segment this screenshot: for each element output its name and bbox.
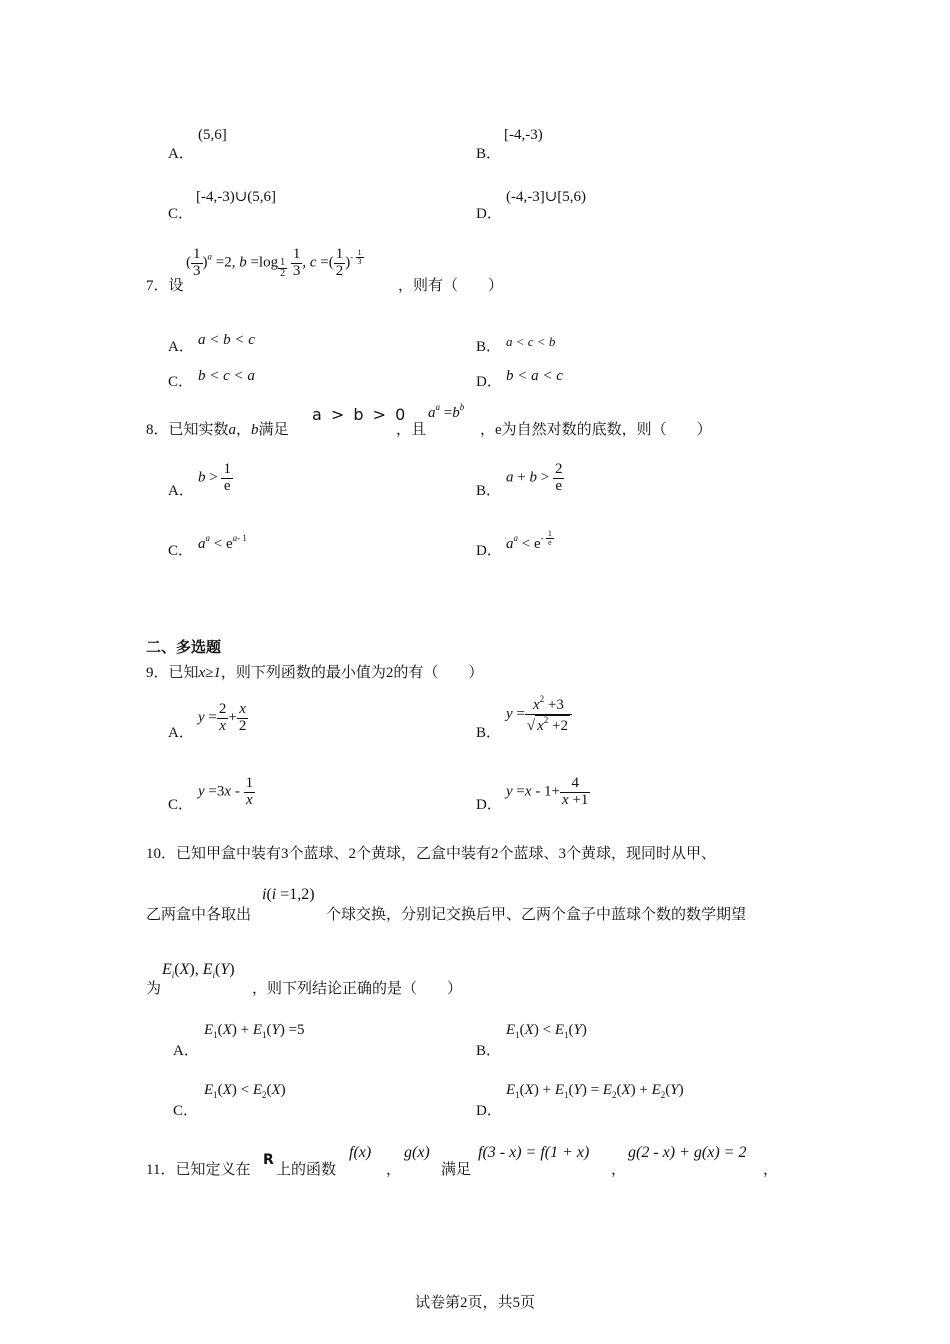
q8-stem <box>146 418 289 439</box>
q7-option-a-label: A． <box>168 339 194 355</box>
q9-condition: x≥1 <box>198 665 221 681</box>
q10-line1: 10．已知甲盒中装有3个蓝球、2个黄球，乙盒中装有2个蓝球、3个黄球，现同时从甲、 <box>146 846 717 862</box>
q9-text: 已知 <box>168 665 199 681</box>
q9-option-a: y = $\frac{2}{x}$ + $\frac{x}{2}$ <box>198 701 247 734</box>
q9-option-a-label: A． <box>168 725 194 741</box>
q10-option-a: $E_1(X) + E_1(Y) =5$ <box>204 1022 305 1040</box>
q6-option-a-label: A． <box>168 146 194 162</box>
q10-line2-suffix: 个球交换，分别记交换后甲、乙两个盒子中蓝球个数的数学期望 <box>326 907 747 923</box>
q9-option-b-label: B． <box>476 725 502 741</box>
q9-option-b: y = $\frac{x^2 +3}{√ x^2 +2}$ <box>506 695 572 735</box>
q8-text1: 已知实数 <box>168 422 229 438</box>
q6-option-c <box>168 202 193 223</box>
q7-number: 7． <box>146 278 169 294</box>
q11-set-r: R <box>263 1152 274 1168</box>
q11-comma: ， <box>386 1162 402 1178</box>
q7-option-c: b < c < a <box>198 368 255 384</box>
q10-line2-prefix: 乙两盒中各取出 <box>146 907 252 923</box>
q8-condition: a > b > 0 <box>312 405 408 424</box>
q8-text4: ，e为自然对数的底数，则（ ） <box>480 422 712 438</box>
q8-option-a-label: A． <box>168 483 194 499</box>
q10-option-a-label: A． <box>173 1043 199 1059</box>
q9-option-d: y =x - 1+ $\frac{4}{x +1}$ <box>506 775 589 808</box>
q8-var-b: b <box>251 422 259 438</box>
q11-eq2: g(2 - x) + g(x) = 2 <box>628 1144 747 1161</box>
q6-option-d <box>476 202 502 223</box>
q7-option-d: b < a < c <box>506 368 563 384</box>
q7-prefix: 设 <box>168 278 184 294</box>
q9-stem <box>146 661 483 682</box>
q6-option-a <box>168 142 194 163</box>
q8-option-b-label: B． <box>476 483 502 499</box>
q11-text1: 已知定义在 <box>175 1162 251 1178</box>
q11-f: f(x) <box>349 1144 372 1161</box>
q9-option-d-label: D． <box>476 797 502 813</box>
q11-eq1: f(3 - x) = f(1 + x) <box>478 1144 590 1161</box>
q11-end: ， <box>763 1162 779 1178</box>
q10-option-d-label: D． <box>476 1103 502 1119</box>
q8-option-d-label: D． <box>476 543 502 559</box>
q11-stem <box>146 1158 250 1179</box>
q8-number: 8． <box>146 422 169 438</box>
q8-text2: 满足 <box>258 422 289 438</box>
q7-option-d-label: D． <box>476 374 502 390</box>
q10-option-b: $E_1(X) < E_1(Y)$ <box>506 1022 587 1040</box>
q11-sep: ， <box>611 1162 627 1178</box>
q11-text3: 满足 <box>441 1162 472 1178</box>
q8-text3: ，且 <box>396 422 427 438</box>
page-footer: 试卷第2页，共5页 <box>414 1295 535 1311</box>
section-title: 二、多选题 <box>146 640 222 656</box>
q7-option-b-label: B． <box>476 339 502 355</box>
q11-g: g(x) <box>404 1144 430 1161</box>
q10-option-b-label: B． <box>476 1043 502 1059</box>
q9-option-c-label: C． <box>168 797 194 813</box>
q6-option-a-expr: (5,6] <box>198 127 227 143</box>
q9-text2: ，则下列函数的最小值为2的有（ ） <box>220 665 484 681</box>
q9-option-c: y =3x - $\frac{1}{x}$ <box>198 775 254 808</box>
q10-option-c: $E_1(X) < E_2(X)$ <box>204 1082 286 1100</box>
q11-number: 11． <box>146 1162 176 1178</box>
q7-stem <box>146 274 184 295</box>
q8-option-c: $a^a < e^{a- 1}$ <box>198 533 247 552</box>
q8-var-a: a <box>228 422 237 438</box>
q7-option-b: a < c < b <box>506 334 556 349</box>
q6-option-d-expr: (-4,-3]∪[5,6) <box>506 189 587 205</box>
q7-suffix: ，则有（ ） <box>398 278 504 294</box>
q6-option-d-label: D． <box>476 206 502 222</box>
q6-option-b <box>476 142 501 163</box>
q8-comma: ， <box>236 422 252 438</box>
q11-text2: 上的函数 <box>276 1162 337 1178</box>
q8-option-b: a + b > $\frac{2}{e}$ <box>506 461 563 494</box>
q6-option-c-expr: [-4,-3)∪(5,6] <box>196 189 277 205</box>
q7-option-a: a < b < c <box>198 332 255 348</box>
q9-number: 9． <box>146 665 169 681</box>
q7-formula: ( $\frac{1}{3}$ )$^a$ =2, b =log $_{\frac{1}{2}}$ $\frac{1}{3}$ , c =( $\frac{1}{2}$ )$^{- \frac{1}{3}}$ <box>186 246 362 280</box>
q10-option-d: $E_1(X) + E_1(Y) = E_2(X) + E_2(Y)$ <box>506 1082 684 1100</box>
q10-line3-suffix: ，则下列结论正确的是（ ） <box>252 981 463 997</box>
q6-option-c-label: C． <box>168 206 194 222</box>
q6-option-b-label: B． <box>476 146 502 162</box>
q8-option-d: $a^a < e^{- \frac{1}{e}}$ <box>506 529 552 552</box>
q7-option-c-label: C． <box>168 374 194 390</box>
q6-option-b-expr: [-4,-3) <box>504 127 543 143</box>
q10-i-expr: i(i =1,2) <box>262 886 315 903</box>
q10-option-c-label: C． <box>173 1103 199 1119</box>
q8-equation: $a^a =b^b$ <box>428 402 465 421</box>
q10-expectations: $E_i(X)$, $E_i(Y)$ <box>162 961 235 980</box>
q8-option-a: b > $\frac{1}{e}$ <box>198 461 231 494</box>
q8-option-c-label: C． <box>168 543 194 559</box>
q10-line3-prefix: 为 <box>146 981 162 997</box>
